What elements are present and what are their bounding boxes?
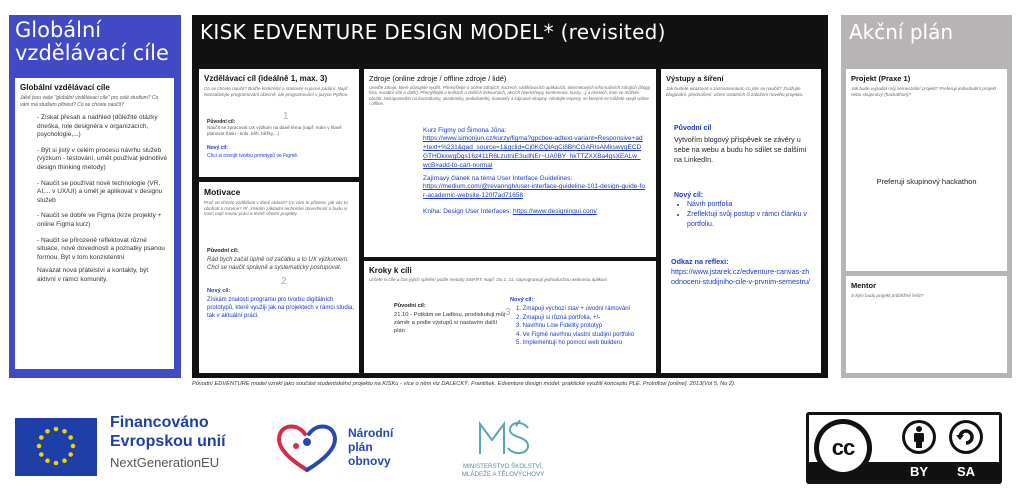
npo-text bbox=[348, 426, 393, 468]
list-item: 3. Navrhnu Low Fidelity prototyp bbox=[516, 323, 603, 330]
list-item: 5. Implementuji ho pomocí web builderu bbox=[516, 340, 623, 347]
ui-guidelines-link[interactable]: https://medium.com/@revanngh/user-interface-guideline-101-design-guide-for-academic-website-120f7ad71658 bbox=[423, 183, 645, 199]
action-plan-panel bbox=[841, 15, 1012, 378]
original-goal-label: Původní cíl: bbox=[207, 119, 236, 125]
eu-flag-icon bbox=[15, 418, 97, 476]
list-item: - Naučit se dobře ve Figma (krze projekty + online Figma kurz) bbox=[37, 212, 162, 228]
new-goal-text: Chci si osvojit tvorbu prototypů ve Figmě. bbox=[207, 153, 299, 159]
global-goals-card-subtitle: Jaké jsou vaše "globální vzdělávací cíle" pro celé studium? Co vám má studium přinést? Co se chcete naučit? bbox=[20, 95, 159, 108]
book-link[interactable]: https://www.designingui.com/ bbox=[512, 208, 597, 215]
original-goal-text: Vytvořím blogový příspěvek se závěry u sebe na webu a budu ho sdílet se dalšími na LinkedIn. bbox=[674, 135, 807, 164]
npo-line-2: plán bbox=[348, 440, 373, 454]
figma-course-link[interactable]: https://www.simonjun.cz/kurzy/figma?gpcbee-adtext-variant=Responsive+ad+text+%231&gad_source=1&gclid=Cj0KCQiAgCi8BhCGARIsAMkswygECDGTHDkxwgDgs16z411R6LzutnIE3udNEr~UA0BY_hkTTZXXBa4gsXEALw_wcB#add-to-cart-normal bbox=[423, 135, 643, 169]
learning-goal-box bbox=[199, 69, 359, 177]
reflection-label: Odkaz na reflexi: bbox=[671, 257, 729, 266]
global-goals-list bbox=[15, 114, 174, 262]
learning-goal-title: Vzdělávací cíl (ideálně 1, max. 3) bbox=[204, 74, 328, 83]
steps-list bbox=[516, 305, 656, 348]
new-goal-label: Nový cíl: bbox=[510, 297, 534, 303]
global-goals-card bbox=[15, 78, 174, 369]
mentor-title: Mentor bbox=[851, 281, 876, 290]
motivation-subtitle: Proč se chcete vzdělávat v dané oblasti? Co vám to přinese, jak vás to obohatí a rozvine? Př. získám základní technické dovednosti a budu si moci najít novou práci a levně vlastní projekty. bbox=[204, 200, 348, 217]
original-goal-label: Původní cíl: bbox=[207, 248, 239, 254]
new-goal-label: Nový cíl: bbox=[207, 288, 231, 294]
cc-by-label: BY bbox=[909, 464, 929, 479]
motivation-title: Motivace bbox=[204, 187, 241, 197]
cc-by-sa-badge bbox=[806, 412, 1002, 484]
list-item: - Naučit se přirozeně reflektovat různé situace, nové dovednosti a poznatky psanou formou. Být v tom konzistentní bbox=[37, 236, 165, 261]
msmt-line-1: MINISTERSTVO ŠKOLSTVÍ, bbox=[462, 463, 544, 470]
step-number: 1 bbox=[283, 111, 289, 122]
book-label: Kniha: Design User Interfaces: bbox=[423, 208, 512, 215]
list-item: 2. Zmapuji si různá portfolia, +/- bbox=[516, 314, 601, 321]
new-goal-label: Nový cíl: bbox=[207, 145, 228, 151]
project-text: Preferuji skupinový hackathon bbox=[876, 177, 977, 186]
project-title: Projekt (Praxe 1) bbox=[851, 74, 911, 83]
global-goals-header: Globální vzdělávací cíle bbox=[15, 18, 169, 65]
mentor-subtitle: S kým budu projekt průběžně řešit? bbox=[851, 293, 924, 298]
steps-subtitle: Určete si cíle a čas jejich splnění podle metody SMART. Např. Do 1. 11. naprogramují jednoduchou webovou aplikaci bbox=[369, 277, 607, 282]
original-goal-text: Naučit se zpracovat UX výzkum na dané téma (např. mám v hlavě plánovat trasu - kolo, běh, běžky,...) bbox=[207, 125, 342, 136]
figma-course-label: Kurz Figmy od Šimona Jůna: bbox=[423, 127, 507, 134]
eu-line-2: Evropskou unií bbox=[110, 433, 226, 450]
resources-box bbox=[364, 69, 656, 257]
outputs-box bbox=[661, 69, 821, 373]
outputs-subtitle: Jak budete ukazovat a zaznamenávat, co jste se naučili? Zvažujte blogování, přednášení, učení ostatních či založení nového projektu. bbox=[666, 86, 804, 97]
footnote: Původní EDVENTURE model vznikl jako součást studentského projektu na KISKu - více o něm viz DALECKÝ, František. Edventure design model: praktické využití konceptu PLE. ProInflow [online]. 2013(Vol 5, No 2). bbox=[192, 381, 736, 387]
global-goals-closing: Navázat nová přátelství a kontakty, být aktivní v rámci komunity. bbox=[37, 267, 149, 283]
list-item: • Návrh portfolia bbox=[687, 200, 821, 210]
msmt-logo-icon bbox=[470, 418, 540, 460]
original-goal-text: Rád bych začal úplně od začátku a to UX výzkumem. Chci se naučit správně a systematicky postupovat. bbox=[207, 257, 349, 271]
attribution-icon bbox=[902, 420, 936, 454]
resources-title: Zdroje (online zdroje / offline zdroje / lidé) bbox=[369, 74, 507, 83]
reflection-link[interactable]: https://www.jstarek.cz/edventure-canvas-zhodnoceni-studijniho-cile-v-prvnim-semestru/ bbox=[671, 267, 811, 286]
msmt-text bbox=[443, 463, 563, 479]
resources-subtitle: Uveďte zdroje, které plánujete využít. Přemýšlejte o online zdrojích: kurzech, vzdělávacích aplikacích, internetových informačních zdrojích (blogy, fóra, sociální sítě a další). Přemýšlejte o knihách a dalších tiskovinách, akcích (workshopy, konference, kurzy,...) a místech, kam se můžete obrátit. Nezapomeňte na konzultanty, akademiky, podnikatele), komunity a zájmové skupiny. Hledejte experty, se kterými se můžete spojit online i offline. bbox=[369, 85, 651, 107]
project-subtitle: Jak bude vypadat můj semestrální projekt? Preferuji individuální projekt nebo skupinový (hackathon)? bbox=[851, 86, 997, 97]
new-goal-text: Získám znalosti programu pro tvorbu digitálních prototypů, které využiji jak na projektech v rámci studia, tak v aktuální práci. bbox=[207, 297, 355, 319]
cc-mark: cc bbox=[831, 435, 855, 460]
list-item: 1. Zmapuji výchozí stav + úvodní rámování bbox=[516, 306, 631, 312]
list-item: • Zreflektuji svůj postup v rámci článku v portfoliu. bbox=[687, 210, 821, 230]
eu-line-1: Financováno bbox=[110, 414, 209, 431]
outputs-title: Výstupy a šíření bbox=[666, 74, 724, 83]
npo-heart-icon bbox=[272, 418, 342, 478]
npo-line-1: Národní bbox=[348, 426, 394, 440]
project-box bbox=[846, 69, 1007, 271]
global-goals-panel bbox=[9, 15, 181, 378]
step-number: 3 bbox=[505, 307, 511, 318]
npo-line-3: obnovy bbox=[348, 454, 391, 468]
global-goals-card-title: Globální vzdělávací cíle bbox=[20, 83, 110, 92]
step-number: 2 bbox=[281, 276, 287, 287]
learning-goal-subtitle: Co se chcete naučit? Buďte konkrétní a stanovte si jasné zadání. Např. Nezadávejte programování obecně, ale programování v jazyce Python. bbox=[204, 86, 349, 97]
list-item: - Být si jistý v celém procesu návrhu služeb (výzkum - testování, umět používat jednotlivé design thinking metody) bbox=[37, 146, 168, 171]
steps-title: Kroky k cíli bbox=[369, 266, 412, 275]
new-goal-label: Nový cíl: bbox=[674, 192, 704, 199]
original-goal-text: 21.10 - Potkám se Ladkou, prodiskutuji můj záměr a podle výstupů si nastavím další plán bbox=[394, 312, 506, 334]
original-goal-label: Původní cíl bbox=[674, 125, 712, 132]
edventure-model-panel bbox=[192, 15, 828, 378]
cc-sa-label: SA bbox=[956, 464, 976, 479]
steps-box bbox=[364, 261, 656, 373]
original-goal-label: Původní cíl: bbox=[394, 303, 426, 309]
list-item: - Získat přesah a nadhled (důležité otázky dneška, role designéra v organizacích, psychologie,...) bbox=[37, 114, 158, 139]
new-goal-list bbox=[665, 200, 821, 230]
ui-guidelines-label: Zajímavý článek na téma User Interface Guidelines: bbox=[423, 175, 573, 182]
mentor-box bbox=[846, 276, 1007, 373]
action-plan-header: Akční plán bbox=[849, 20, 954, 44]
list-item: - Naučit se používat nové technologie (VR, AI,... v UX/UI) a umět je aplikovat v designu služeb bbox=[37, 179, 163, 204]
msmt-line-2: MLÁDEŽE A TĚLOVÝCHOVY bbox=[461, 471, 545, 478]
motivation-box bbox=[199, 182, 359, 373]
model-title: KISK EDVENTURE DESIGN MODEL* (revisited) bbox=[200, 20, 666, 44]
list-item: 4. Ve Figmě navrhnu vlastní studijní portfolio bbox=[516, 331, 635, 338]
eu-funding-text bbox=[110, 413, 226, 472]
eu-line-3: NextGenerationEU bbox=[110, 455, 220, 470]
share-alike-icon bbox=[949, 420, 983, 454]
